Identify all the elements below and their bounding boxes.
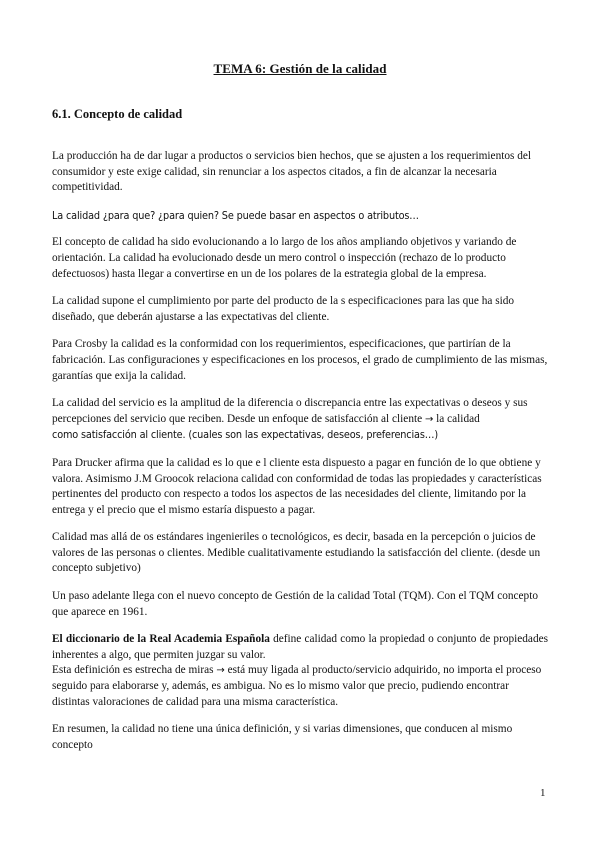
page-title: TEMA 6: Gestión de la calidad — [213, 61, 387, 76]
paragraph-drucker: Para Drucker afirma que la calidad es lo que e l cliente esta dispuesto a pagar en función de lo que obtiene y valora. Asimismo J.M Groocok relaciona calidad con conformidad de todas las propiedades y características pertinentes del producto con respecto a todos los aspectos de las necesidades del cliente, limitando por la entrega y el precio que el mismo estaría dispuesto a pagar. — [52, 456, 542, 516]
paragraph-narrow-definition — [52, 663, 548, 710]
service-quality-text: La calidad del servicio es la amplitud de la diferencia o discrepancia entre las expectativas o deseos y sus percepciones del servicio que reciben. Desde un enfoque de satisfacción al cliente — [52, 397, 528, 425]
paragraph-rae-definition — [52, 632, 548, 663]
paragraph-specifications: La calidad supone el cumplimiento por parte del producto de la s especificaciones para las que ha sido diseñado, que deberán ajustarse a las expectativas del cliente. — [52, 295, 515, 323]
service-quality-satisfaction: como satisfacción al cliente. (cuales son las expectativas, deseos, preferencias…) — [52, 428, 438, 442]
right-arrow-icon: → — [424, 413, 434, 425]
paragraph-service-quality — [52, 396, 548, 444]
paragraph-summary: En resumen, la calidad no tiene una única definición, y si varias dimensiones, que conducen al mismo concepto — [52, 723, 513, 751]
page-number: 1 — [540, 787, 546, 799]
narrow-definition-text-cont: está muy ligada al producto/servicio adquirido, no importa el proceso seguido para elaborarse y, además, es ambigua. No es lo mismo valor que precio, pudiendo encontrar distintas valoraciones de calidad para una misma característica. — [52, 664, 542, 708]
narrow-definition-text: Esta definición es estrecha de miras — [52, 664, 217, 677]
rae-definition-text: define calidad como la propiedad o conjunto de propiedades inherentes a algo, que permiten juzgar su valor. — [52, 633, 549, 661]
right-arrow-icon: → — [216, 665, 225, 677]
paragraph-tqm: Un paso adelante llega con el nuevo concepto de Gestión de la calidad Total (TQM). Con el TQM concepto que aparece en 1961. — [52, 590, 538, 618]
service-quality-text-cont: la calidad — [433, 412, 480, 425]
paragraph-evolution: El concepto de calidad ha sido evolucionando a lo largo de los años ampliando objetivos y variando de orientación. La calidad ha evolucionado desde un mero control o inspección (rechazo de lo producto defectuosos) hasta llegar a convertirse en un de los polares de la estrategia global de la empresa. — [52, 236, 517, 280]
rae-definition-bold: El diccionario de la Real Academia Española — [52, 633, 270, 646]
paragraph-crosby: Para Crosby la calidad es la conformidad con los requerimientos, especificaciones, que partirían de la fabricación. Las configuraciones y especificaciones en los procesos, el grado de cumplimiento de las mismas, garantías que exija la calidad. — [52, 338, 548, 382]
paragraph-perception: Calidad mas allá de os estándares ingenieriles o tecnológicos, es decir, basada en la percepción o juicios de valores de las personas o clientes. Medible cualitativamente estudiando la satisfacción del cliente. (desde un concepto subjetivo) — [52, 531, 541, 575]
paragraph-production: La producción ha de dar lugar a productos o servicios bien hechos, que se ajusten a los requerimientos del consumidor y este exige calidad, sin renunciar a los aspectos citados, a fin de alcanzar la necesaria competitividad. — [52, 150, 532, 194]
paragraph-questions: La calidad ¿para que? ¿para quien? Se puede basar en aspectos o atributos… — [52, 208, 419, 222]
section-heading: 6.1. Concepto de calidad — [52, 107, 183, 121]
document-body — [52, 149, 548, 765]
